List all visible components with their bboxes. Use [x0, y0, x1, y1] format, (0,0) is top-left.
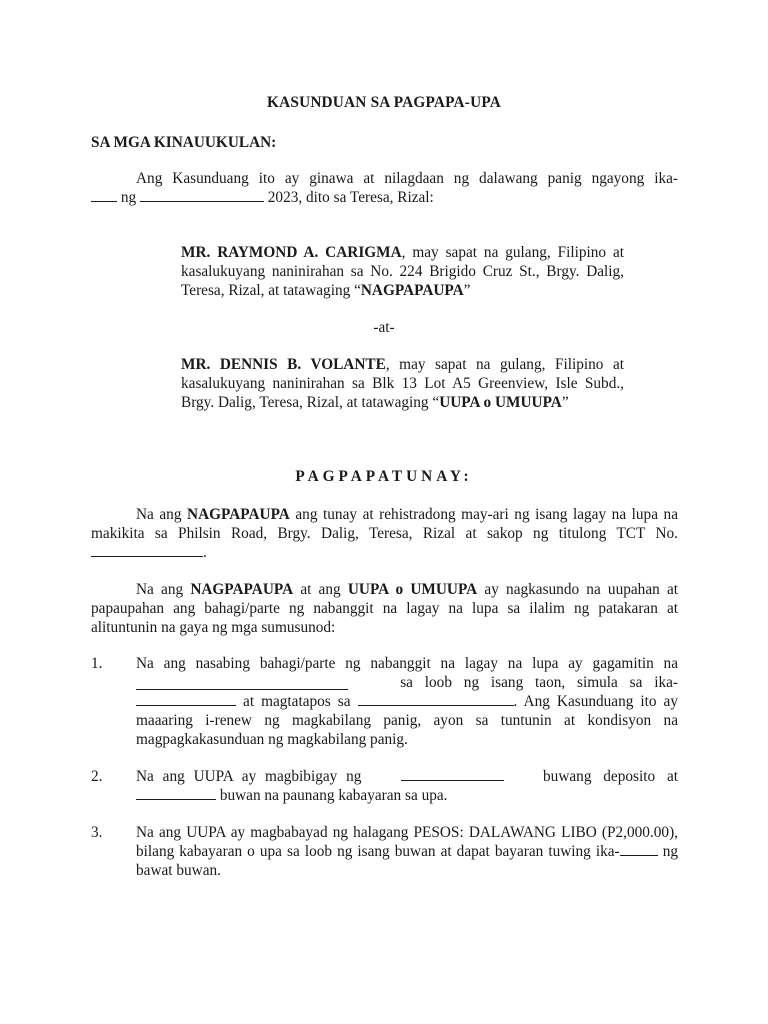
item3-text: Na ang UUPA ay magbabayad ng halagang PESOS: DALAWANG LIBO (P2,000.00), bilang kabayaran o upa sa loob ng isang buwan at dapat bayaran tuwing ika-: [136, 824, 678, 860]
item-number: 1.: [91, 655, 103, 672]
lessee-close-quote: ”: [561, 394, 569, 411]
item2-text-a: Na ang UUPA ay magbibigay ng: [136, 768, 362, 785]
lessor-alias: NAGPAPAUPA: [360, 282, 464, 299]
advance-blank[interactable]: [136, 786, 216, 800]
intro-line-2: [91, 188, 678, 207]
ownership-paragraph: [91, 505, 678, 562]
lessee-name: MR. DENNIS B. VOLANTE: [181, 356, 386, 373]
item1-line1: Na ang nasabing bahagi/parte ng nabanggit na lagay na lupa ay gagamitin na: [136, 655, 678, 672]
item1-end-label: at magtatapos sa: [243, 693, 351, 710]
item3-end: ng bawat buwan.: [136, 843, 679, 879]
day-blank[interactable]: [91, 188, 117, 202]
item1-line3: [136, 692, 678, 749]
list-item: [136, 654, 678, 749]
item2-text-c: buwan na paunang kabayaran sa upa.: [219, 787, 448, 804]
item1-renewal: . Ang Kasunduang ito ay maaaring i-renew ng magkabilang panig, ayon sa tuntunin at kondisyon na magpagkakasunduan ng magkabilang panig.: [136, 693, 678, 748]
start-date-blank[interactable]: [136, 692, 236, 706]
tct-number-blank[interactable]: [91, 543, 203, 557]
intro-line-1: Ang Kasunduang ito ay ginawa at nilagdaan ng dalawang panig ngayong ika-: [136, 170, 678, 187]
list-item: [136, 767, 678, 805]
para1-end: .: [203, 544, 207, 561]
end-date-blank[interactable]: [358, 692, 514, 706]
month-blank[interactable]: [140, 188, 264, 202]
item2-line2: [136, 786, 678, 805]
lessee-details: , may sapat na gulang, Filipino at kasalukuyang naninirahan sa Blk 13 Lot A5 Greenview, Isle Subd., Brgy. Dalig, Teresa, Rizal, at tatawaging “: [181, 356, 624, 411]
para1-text: ang tunay at rehistradong may-ari ng isang lagay na lupa na makikita sa Philsin Road, Brgy. Dalig, Teresa, Rizal at sakop ng titulong TCT No.: [91, 506, 678, 542]
para2-pre: Na ang: [136, 581, 191, 598]
salutation: SA MGA KINAUUKULAN:: [91, 134, 277, 151]
lessor-close-quote: ”: [463, 282, 471, 299]
document-title: KASUNDUAN SA PAGPAPA-UPA: [267, 94, 501, 111]
item1-line2: [136, 673, 678, 692]
party-lessee: [181, 355, 624, 412]
item2-line1: [136, 767, 678, 786]
due-day-blank[interactable]: [620, 842, 658, 856]
intro-place: 2023, dito sa Teresa, Rizal:: [267, 189, 434, 206]
section-heading: PAGPAPATUNAY:: [295, 468, 473, 485]
agreement-paragraph: [91, 580, 678, 637]
item1-term: sa loob ng isang taon, simula sa ika-: [400, 674, 678, 691]
intro-paragraph: [91, 169, 678, 207]
lessor-details: , may sapat na gulang, Filipino at kasalukuyang naninirahan sa No. 224 Brigido Cruz St., Brgy. Dalig, Teresa, Rizal, at tatawaging “: [181, 244, 624, 299]
purpose-blank[interactable]: [136, 676, 348, 690]
para2-lessor: NAGPAPAUPA: [190, 581, 294, 598]
para2-text: ay nagkasundo na uupahan at papaupahan ang bahagi/parte ng nabanggit na lagay na lupa sa ilalim ng patakaran at alituntunin na gaya ng mga sumusunod:: [91, 581, 678, 636]
para1-pre: Na ang: [136, 506, 188, 523]
para1-lessor: NAGPAPAUPA: [187, 506, 290, 523]
intro-ng: ng: [120, 189, 137, 206]
party-separator: -at-: [373, 319, 395, 336]
deposit-blank[interactable]: [401, 767, 504, 781]
lessor-name: MR. RAYMOND A. CARIGMA: [181, 244, 402, 261]
lessee-alias: UUPA o UMUUPA: [439, 394, 562, 411]
item-number: 2.: [91, 768, 103, 785]
item2-text-b: buwang deposito at: [543, 768, 678, 785]
para2-lessee: UUPA o UMUUPA: [347, 581, 478, 598]
party-lessor: [181, 243, 624, 300]
list-item: [136, 823, 678, 880]
para2-mid: at ang: [293, 581, 348, 598]
item-number: 3.: [91, 824, 103, 841]
